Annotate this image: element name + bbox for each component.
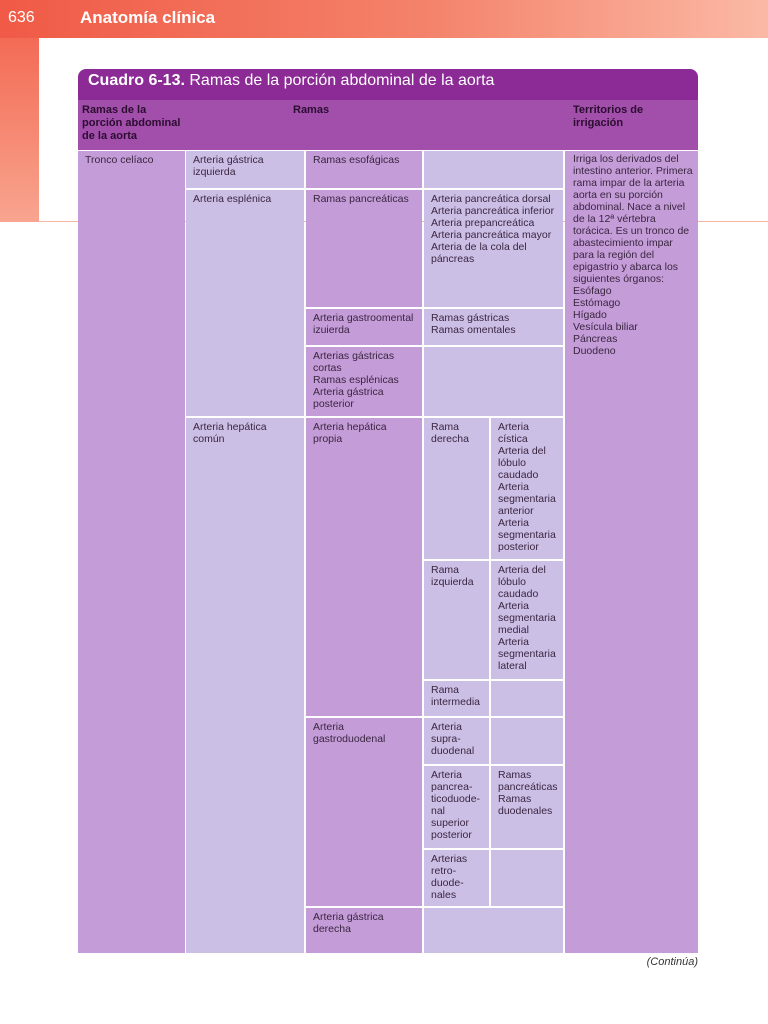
table-title-text: Ramas de la porción abdominal de la aorta [184,72,495,89]
page-number: 636 [8,9,35,26]
cell-arteria-gastroduodenal: Arteria gastroduodenal [306,718,422,906]
organ-item: Páncreas [573,333,618,345]
cell-arteria-hepatica-comun: Arteria hepática común [186,418,304,953]
cell-empty [491,681,563,716]
list-item: Ramas pancreáticas [498,769,558,793]
cell-territorio-irrigacion [565,151,698,953]
list-item: Arteria del lóbulo caudado [498,445,546,481]
cell-rama-derecha: Rama derecha [424,418,489,559]
header-col-territorios: Territorios de irrigación [564,100,698,150]
cell-arteria-gastrica-izquierda: Arteria gástrica izquierda [186,151,304,188]
cell-ramas-esofagicas: Ramas esofágicas [306,151,422,188]
organ-item: Duodeno [573,345,616,357]
cell-rama-izquierda-list [491,561,563,679]
list-item: Arteria segmentaria anterior [498,481,556,517]
list-item: Arteria prepancreática [431,217,535,229]
organ-item: Hígado [573,309,607,321]
list-item: Ramas omentales [431,324,516,336]
cell-empty [424,347,563,416]
list-item: Arteria del lóbulo caudado [498,564,546,600]
list-item: Ramas gástricas [431,312,510,324]
cell-arteria-gastroomental: Arteria gastroomental izuierda [306,309,422,345]
cell-ramas-pancreaticas: Ramas pancreáticas [306,190,422,307]
cell-arteria-pancreaticoduodenal: Arteria pancrea-ticoduode-nal superior posterior [424,766,489,848]
running-head: Anatomía clínica [80,8,216,27]
cell-arterias-gastricas-cortas [306,347,422,416]
header-col-branches: Ramas de la porción abdominal de la aorta [78,100,186,150]
list-item: Arteria cística [498,421,529,445]
cell-empty [424,151,563,188]
cell-tronco-celiaco: Tronco celíaco [78,151,185,953]
list-item: Ramas duodenales [498,793,553,817]
cell-pancreaticas-list [424,190,563,307]
cell-rama-izquierda: Rama izquierda [424,561,489,679]
list-item: Arteria segmentaria lateral [498,636,556,672]
list-item: Arteria pancreática inferior [431,205,555,217]
cell-arteria-hepatica-propia: Arteria hepática propia [306,418,422,716]
page-side-tab [0,38,39,222]
cell-arterias-retroduodenales: Arterias retro-duode-nales [424,850,489,906]
list-item: Ramas esplénicas [313,374,399,386]
organ-item: Esófago [573,285,612,297]
list-item: Arteria segmentaria posterior [498,517,556,553]
cell-rama-intermedia: Rama intermedia [424,681,489,716]
list-item: Arteria pancreática mayor [431,229,552,241]
list-item: Arteria pancreática dorsal [431,193,551,205]
organ-item: Vesícula biliar [573,321,638,333]
territorio-text: Irriga los derivados del intestino anterior. Primera rama impar de la arteria aorta en su porción abdominal. Nace a nivel de la 12ª vértebra torácica. Es un tronco de abastecimiento impar para la región del epigastrio y abarca los siguientes órganos: [573,153,693,285]
cell-empty [491,850,563,906]
list-item: Arteria segmentaria medial [498,600,556,636]
continua-note: (Continúa) [646,956,698,968]
cell-empty [424,908,563,953]
list-item: Arterias gástricas cortas [313,350,395,374]
table-number: Cuadro 6-13. [88,72,185,89]
list-item: Arteria de la cola del páncreas [431,241,527,265]
header-col-ramas: Ramas [186,100,564,150]
cell-arteria-esplenica: Arteria esplénica [186,190,304,416]
cell-empty [491,718,563,764]
cell-pancreaticoduodenal-list [491,766,563,848]
organ-item: Estómago [573,297,621,309]
cell-arteria-supraduodenal: Arteria supra-duodenal [424,718,489,764]
cell-arteria-gastrica-derecha: Arteria gástrica derecha [306,908,422,953]
cell-rama-derecha-list [491,418,563,559]
cell-gastroomental-list [424,309,563,345]
table-title [78,69,698,100]
list-item: Arteria gástrica posterior [313,386,384,410]
